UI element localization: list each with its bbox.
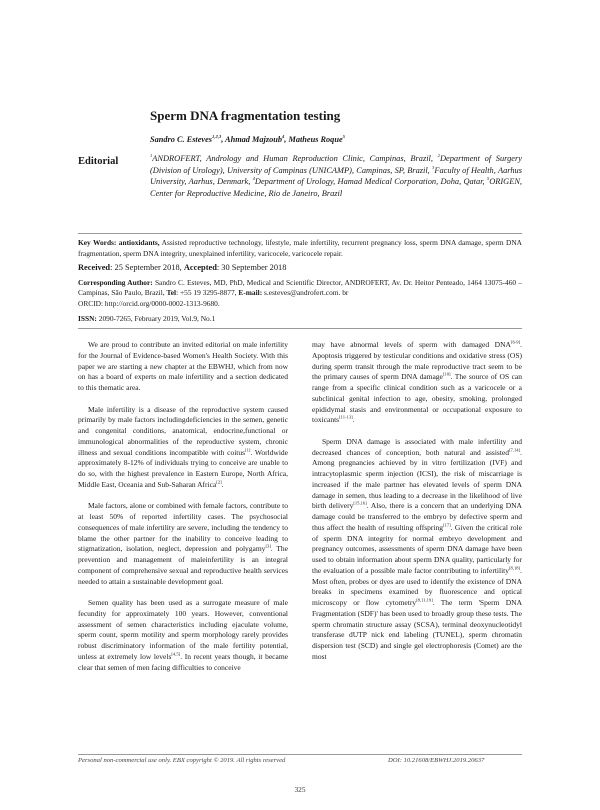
corresponding-author — [78, 278, 522, 299]
received-date: : 25 September 2018, — [110, 263, 184, 273]
page-number: 325 — [294, 785, 306, 794]
author-name: Matheus Roque — [288, 135, 343, 144]
affiliation-marker: 1 — [150, 153, 153, 159]
body-column-left — [78, 340, 288, 684]
paragraph: We are proud to contribute an invited editorial on male infertility for the Journal of Evidence-based Women's Health Society. With this paper we are starting a new chapter at the EBWHJ, which from now on has a board of experts on male infertility and a section dedicated to this thematic area. — [78, 340, 288, 392]
paragraph: Semen quality has been used as a surrogate measure of male fecundity for approximately 100 years. However, conventional assessment of semen characteristics including ejaculate volume, sperm count, sperm motility and sperm morphology rarely provides robust discriminatory information of the male fertility potential, unless at extremely low levels[4,5]. In recent years though, it became clear that semen of men facing difficulties to conceive — [78, 598, 288, 672]
body-column-right — [312, 340, 522, 673]
issn-text: 2090-7265, February 2019, Vol.9, No.1 — [96, 313, 216, 323]
paragraph: may have abnormal levels of sperm with damaged DNA[6-9]. Apoptosis triggered by testicular conditions and oxidative stress (OS) during sperm transit through the male reproductive tract seem to be the primary causes of sperm DNA damage[10]. The source of OS can range from a specific clinical condition such as a varicocele or a subclinical genital infection to age, obesity, smoking, prolonged epididymal stasis and environmental or occupational exposure to toxicants[11-13]. — [312, 339, 522, 425]
corresponding-label: Corresponding Author: — [78, 277, 153, 287]
header-divider — [78, 233, 522, 234]
citation: [15,16] — [353, 500, 367, 506]
affiliation-text: Faculty of Health, Aarhus University, Aarhus, Denmark, — [150, 165, 522, 187]
paragraph: Male infertility is a disease of the reproductive system caused primarily by male factors includingdeficiencies in the semen, genetic and congenital conditions, anatomical, endocrine,functional or immunological abnormalities of the reproductive system, chronic illness and sexual conditions incompatible with coitus[1]. Worldwide approximately 8-12% of individuals trying to conceive are unable to do so, with the highest prevalence in Eastern Europe, North Africa, Middle East, Oceania and Sub-Saharan Africa[2]. — [78, 404, 288, 489]
citation: [8,18] — [509, 565, 521, 571]
received-label: Received — [78, 263, 111, 273]
article-title: Sperm DNA fragmentation testing — [150, 108, 341, 123]
affiliation-marker: 5 — [486, 176, 490, 182]
keywords-label: Key Words: antioxidants, — [78, 238, 160, 247]
paragraph: Male factors, alone or combined with female factors, contribute to at least 50% of reported infertility cases. The psychosocial consequences of male infertility are severe, including the tendency to blame the other partner for the inability to conceive leading to stigmatization, isolation, neglect, depression and polygamy[3]. The prevention and management of maleinfertility is an integral component of comprehensive sexual and reproductive health services needed to attain a sustainable development goal. — [78, 501, 288, 586]
citation: [4,5] — [171, 651, 181, 657]
orcid[interactable]: ORCID: http://orcid.org/0000-0002-1313-9680. — [78, 298, 220, 308]
affiliation-text: ANDROFERT, Andrology and Human Reproduction Clinic, Campinas, Brazil, — [152, 154, 438, 163]
accepted-date: : 30 September 2018 — [216, 263, 287, 273]
author-name: Ahmad Majzoub — [225, 135, 282, 144]
citation: [1] — [245, 447, 251, 452]
keywords-line — [78, 238, 522, 259]
citation: [17] — [443, 522, 451, 528]
email-label: E-mail: — [238, 288, 263, 298]
corresponding-text: Sandro C. Esteves, MD, PhD, Medical and Scientific Director, ANDROFERT, Av. Dr. Heitor Penteado, 1464 13075-460 – Campinas, Sāo Paulo, Brazil, — [78, 277, 522, 298]
copyright-note: Personal non-commercial use only. EBX copyright © 2019. All rights reserved — [78, 757, 286, 764]
tel-number: : +55 19 3295-8877, — [176, 288, 239, 298]
article-metadata — [78, 238, 522, 324]
keywords: Assisted reproductive technology, lifestyle, male infertility, recurrent pregnancy loss, sperm DNA damage, sperm DNA fragmentation, sperm DNA integrity, unexplained infertility, varicocele, varicocele repair. — [78, 238, 522, 258]
affiliation-text: Department of Surgery (Division of Urology), University of Campinas (UNICAMP), Campinas, SP, Brazil, — [150, 154, 522, 175]
affiliations — [150, 153, 522, 199]
author-affiliation-marker: 4 — [282, 134, 285, 140]
paragraph: Sperm DNA damage is associated with male infertility and decreased chances of conception, both natural and assisted[7,14]. Among pregnancies achieved by in vitro fertilization (IVF) and intracytoplasmic sperm injection (ICSI), the risk of miscarriage is increased if the male partner has elevated levels of sperm DNA damage in semen, thus leading to a decrease in the likelihood of live birth delivery[15,16]. Also, there is a concern that an underlying DNA damage could be transferred to the embryo by defective sperm and thus affect the health of resulting offspring[17]. Given the critical role of sperm DNA integrity for normal embryo development and pregnancy outcomes, assessments of sperm DNA damage have been used to obtain information about sperm DNA quality, particularly for the evaluation of a possible male factor contributing to infertility[8,18]. Most often, probes or dyes are used to identify the existence of DNA breaks in specimens examined by fluorescence and optical microscopy or flow cytometry[8,11,19]. The term 'Sperm DNA Fragmentation (SDF)' has been used to broadly group these tests. The sperm chromatin structure assay (SCSA), terminal deoxynucleotidyl transferase dUTP nick end labeling (TUNEL), sperm chromatin dispersion test (SCD) and single gel electrophoresis (Comet) are the most — [312, 436, 522, 661]
affiliation-marker: 3 — [432, 164, 435, 170]
author-affiliation-marker: 5 — [342, 134, 345, 140]
author-name: Sandro C. Esteves — [150, 135, 213, 144]
section-label: Editorial — [78, 156, 119, 167]
affiliation-marker: 4 — [252, 176, 255, 182]
citation: [7,14] — [509, 447, 521, 452]
affiliation-text: ORIGEN, Center for Reproductive Medicine, Rio de Janeiro, Brazil — [150, 177, 522, 198]
email-address[interactable]: s.esteves@androfert.com. br — [262, 288, 349, 298]
citation: [3] — [265, 543, 271, 549]
footer-divider — [78, 754, 522, 755]
author-list: Sandro C. Esteves$^{1,2,3}$, Ahmad Majzoub$^4$, Matheus Roque$^5$ — [150, 134, 345, 144]
issn-line — [78, 314, 522, 325]
citation: [11-13] — [339, 414, 353, 420]
metadata-divider — [78, 328, 522, 329]
tel-label: Tel — [166, 288, 177, 298]
affiliation-marker: 2 — [437, 153, 440, 159]
affiliation-text: Department of Urology, Hamad Medical Corporation, Doha, Qatar, — [254, 177, 487, 187]
citation: [10] — [442, 371, 451, 377]
author-affiliation-marker: 1,2,3 — [212, 134, 222, 140]
citation: [8,11,19] — [416, 597, 433, 603]
accepted-label: Accepted — [183, 263, 217, 273]
issn-label: ISSN: — [78, 313, 97, 323]
dates-line — [78, 263, 522, 274]
doi[interactable]: DOI: 10.21608/EBWHJ.2019.20637 — [388, 757, 485, 764]
citation: [2] — [216, 479, 222, 485]
citation: [6-9] — [510, 339, 521, 345]
